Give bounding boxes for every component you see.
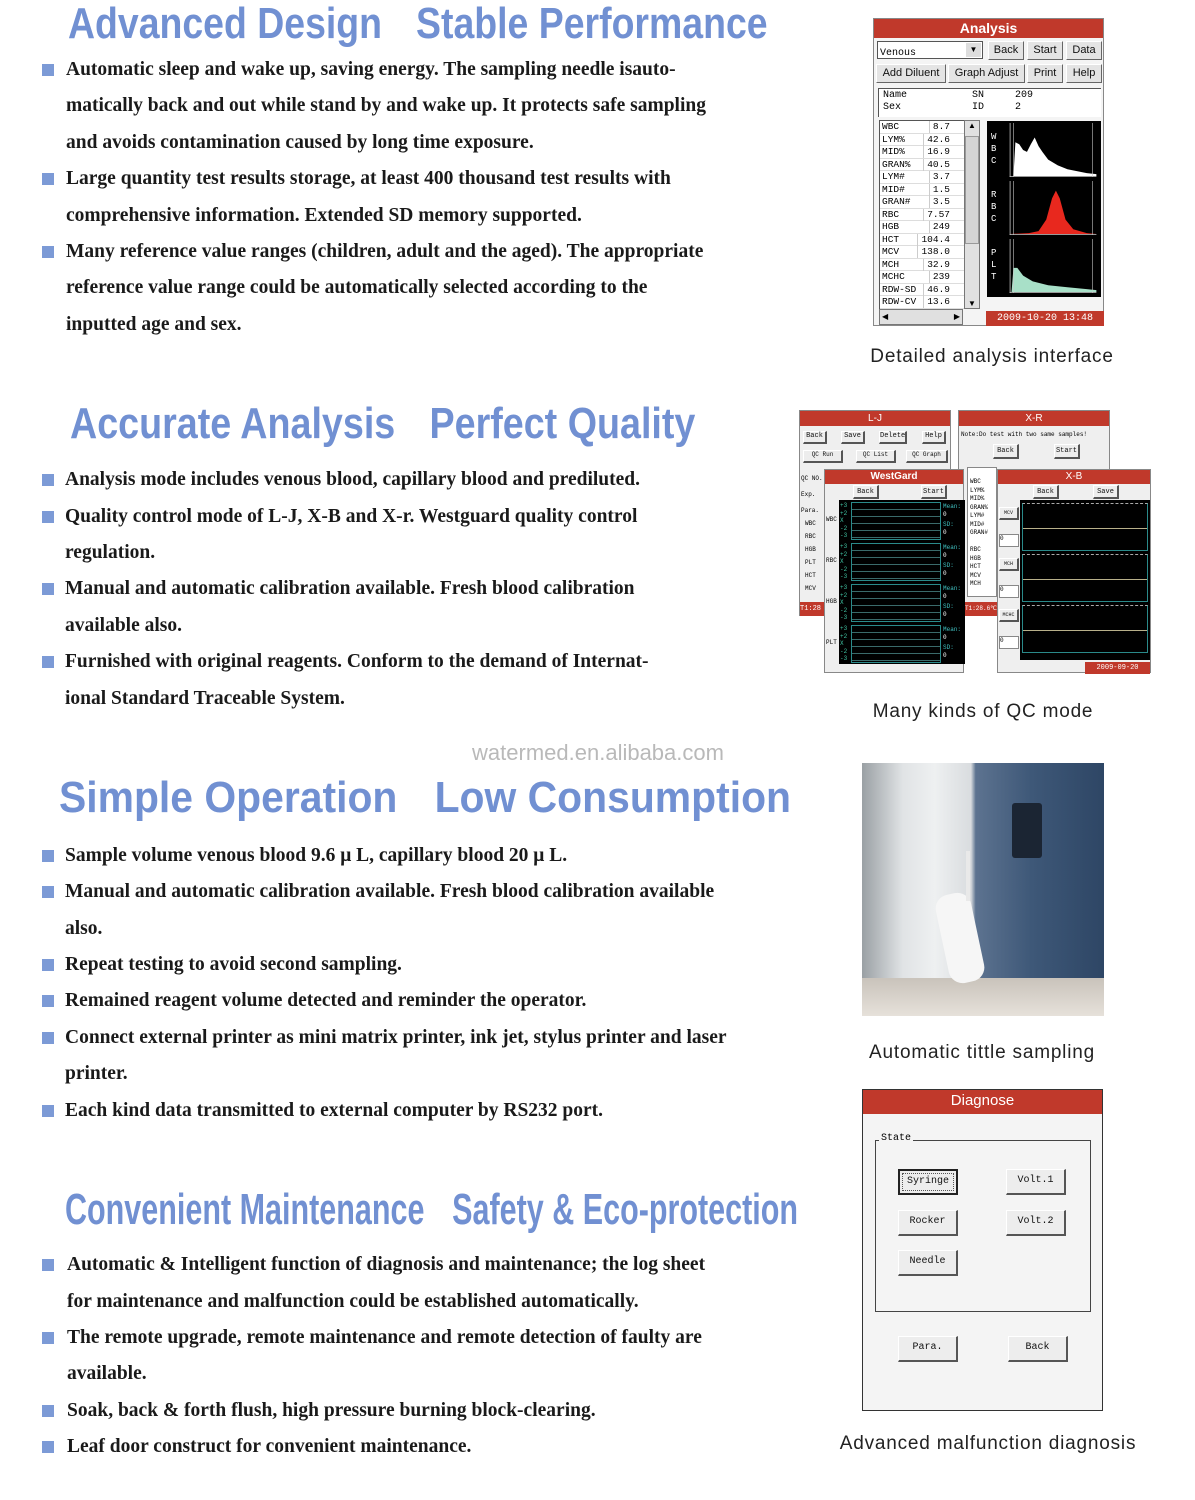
scroll-right-icon[interactable]: ▶ (953, 312, 960, 321)
xb-back-button[interactable]: Back (1033, 485, 1059, 499)
result-row (880, 134, 964, 147)
histogram-label: WBC (991, 132, 997, 166)
xb-chart (1020, 500, 1150, 660)
heading-part: Accurate Analysis (70, 399, 396, 448)
qc-run-button[interactable]: QC Run (803, 450, 843, 463)
xr-param: HCT (970, 563, 981, 570)
bullet-text: and avoids contamination caused by long time exposure. (66, 132, 534, 153)
param-name: HGB (882, 221, 900, 232)
volt2-button[interactable]: Volt.2 (1006, 1210, 1066, 1236)
bullet-text: regulation. (65, 542, 156, 563)
needle-button[interactable]: Needle (898, 1250, 958, 1276)
param-value: 7.57 (923, 209, 950, 221)
bullet-text: inputted age and sex. (66, 314, 242, 335)
xr-param: HGB (970, 554, 981, 562)
state-label: State (881, 1133, 912, 1144)
caption-qc: Many kinds of QC mode (872, 701, 1094, 722)
bullet-text: Remained reagent volume detected and reminder the operator. (65, 990, 587, 1011)
xr-title: X-R (959, 411, 1109, 426)
xb-plot (1022, 554, 1148, 602)
xr-param: RBC (970, 546, 981, 553)
bullet-square-icon (42, 246, 54, 258)
bullet-square-icon (42, 656, 54, 668)
bullet-square-icon (42, 959, 54, 971)
bullet-square-icon (42, 1441, 54, 1453)
westgard-tick: X (840, 558, 844, 565)
westgard-param: HGB (826, 598, 837, 605)
param-name: RDW-CV (882, 296, 917, 307)
westgard-tick: -2 (840, 647, 848, 655)
bullet-square-icon (42, 1032, 54, 1044)
result-row (880, 221, 964, 234)
bullet-square-icon (42, 1259, 54, 1271)
param-name: RBC (882, 208, 900, 220)
rocker-button[interactable]: Rocker (898, 1210, 958, 1236)
param-name: LYM% (882, 133, 905, 145)
param-name: LYM# (882, 171, 905, 182)
bullet-text: also. (65, 918, 103, 939)
param-value: 3.7 (929, 171, 950, 183)
xb-plot (1022, 605, 1148, 653)
scroll-up-icon[interactable]: ▲ (968, 121, 976, 130)
bullet-square-icon (42, 850, 54, 862)
param-name: RDW-SD (882, 283, 917, 295)
bullet-text: Automatic & Intelligent function of diagnosis and maintenance; the log sheet (67, 1254, 706, 1275)
result-row (880, 121, 964, 134)
lj-delete-button[interactable]: Delete (879, 431, 907, 444)
xb-window (997, 469, 1151, 684)
lj-label: WBC (805, 520, 816, 527)
result-row (880, 259, 964, 272)
heading-part: Advanced Design (68, 0, 383, 48)
bullet-text: Each kind data transmitted to external computer by RS232 port. (65, 1100, 604, 1121)
param-name: WBC (882, 121, 900, 132)
bullet-square-icon (42, 511, 54, 523)
bullet-text: Quality control mode of L-J, X-B and X-r. Westguard quality control (65, 506, 638, 527)
xr-status: T1:28.6℃ (965, 602, 998, 616)
bullet-text: available also. (65, 615, 183, 636)
bullet-text: Repeat testing to avoid second sampling. (65, 954, 402, 975)
xr-param: LYM% (970, 486, 985, 494)
param-value: 42.6 (923, 134, 950, 146)
data-button[interactable]: Data (1066, 41, 1102, 60)
westgard-tick: +3 (840, 543, 848, 550)
lj-title: L-J (800, 411, 950, 426)
westgard-chart (839, 500, 965, 664)
caption-sampling: Automatic tittle sampling (869, 1042, 1095, 1063)
heading-part: Simple Operation (59, 773, 398, 822)
westgard-tick: -3 (840, 532, 848, 539)
mean-value: 0 (943, 634, 947, 641)
histogram-label: RBC (991, 190, 997, 224)
bullet-text: reference value range could be automatically selected according to the (66, 277, 648, 298)
param-name: HCT (882, 233, 900, 245)
westgard-start-button[interactable]: Start (921, 485, 947, 499)
westgard-tick: X (840, 640, 844, 647)
param-value: 138.0 (917, 246, 950, 258)
result-row (880, 271, 964, 284)
sd-value: 0 (943, 652, 947, 659)
xr-param-list (967, 467, 997, 597)
xb-param-button[interactable]: MCHC (999, 609, 1019, 622)
xb-plot (1022, 503, 1148, 551)
sd-label: SD: (943, 521, 954, 528)
print-button[interactable]: Print (1027, 64, 1063, 83)
section-heading (65, 1185, 799, 1234)
bullet-text: Leaf door construct for convenient maintenance. (67, 1436, 472, 1457)
heading-part: Safety & Eco-protection (452, 1185, 799, 1234)
histogram-panel (987, 121, 1101, 297)
histogram-plt (1009, 239, 1097, 293)
lj-label: HGB (805, 546, 816, 553)
param-name: MCH (882, 258, 900, 270)
result-row (880, 146, 964, 159)
mean-value: 0 (943, 593, 947, 600)
param-name: MCV (882, 246, 900, 257)
xr-param: GRAN% (970, 503, 989, 511)
qc-list-button[interactable]: QC List (856, 450, 896, 463)
datetime-bar: 2009-10-20 13:48 (986, 311, 1104, 326)
sd-label: SD: (943, 603, 954, 610)
westgard-plot (851, 584, 941, 622)
westgard-window (824, 469, 964, 673)
section-heading (70, 399, 696, 448)
lj-save-button[interactable]: Save (841, 431, 865, 444)
bullet-square-icon (42, 1405, 54, 1417)
xr-param: MCH (970, 580, 981, 587)
analysis-screen (873, 18, 1104, 326)
bullet-square-icon (42, 474, 54, 486)
sd-value: 0 (943, 529, 947, 536)
westgard-tick: X (840, 599, 844, 606)
lj-label: HCT (805, 572, 816, 579)
westgard-plot (851, 502, 941, 540)
diagnose-screen (862, 1089, 1103, 1411)
result-row (880, 196, 964, 209)
xr-param: MID# (970, 520, 985, 528)
scroll-down-icon[interactable]: ▼ (968, 299, 976, 308)
westgard-tick: +3 (840, 584, 848, 591)
westgard-tick: -2 (840, 565, 848, 573)
westgard-tick: -2 (840, 606, 848, 614)
start-button[interactable]: Start (1027, 41, 1063, 60)
lj-label: Exp. (801, 491, 816, 498)
bullet-square-icon (42, 886, 54, 898)
param-value: 1.5 (929, 184, 950, 196)
result-row (880, 234, 964, 247)
sd-label: SD: (943, 562, 954, 569)
bullet-text: Furnished with original reagents. Conform to the demand of Internat- (65, 651, 649, 672)
xr-param: MCV (970, 571, 981, 579)
heading-part: Convenient Maintenance (65, 1185, 425, 1234)
back-button[interactable]: Back (988, 41, 1024, 60)
result-row (880, 171, 964, 184)
xr-param: GRAN# (970, 529, 989, 536)
bullet-text: Manual and automatic calibration available. Fresh blood calibration available (65, 881, 715, 902)
param-value: 16.9 (923, 146, 950, 158)
param-name: GRAN% (882, 158, 911, 170)
xr-start-button[interactable]: Start (1054, 444, 1080, 459)
bullet-text: Manual and automatic calibration available. Fresh blood calibration (65, 578, 635, 599)
results-table (879, 120, 965, 309)
param-name: GRAN# (882, 196, 911, 207)
histogram-wbc (1009, 123, 1097, 177)
westgard-tick: -2 (840, 524, 848, 532)
section-heading (68, 2, 768, 46)
bullet-text: available. (67, 1363, 147, 1384)
westgard-tick: +3 (840, 625, 848, 632)
bullet-text: printer. (65, 1063, 128, 1084)
param-value: 32.9 (923, 259, 950, 271)
mean-value: 0 (943, 511, 947, 518)
westgard-tick: +2 (840, 550, 848, 558)
bullet-text: ional Standard Traceable System. (65, 688, 345, 709)
lj-help-button[interactable]: Help (922, 431, 946, 444)
graph-adjust-button[interactable]: Graph Adjust (948, 64, 1025, 83)
syringe-button[interactable]: Syringe (898, 1169, 958, 1195)
bullet-text: comprehensive information. Extended SD memory supported. (66, 205, 582, 226)
param-value: 3.5 (929, 196, 950, 208)
diagnose-title: Diagnose (863, 1090, 1102, 1114)
param-value: 8.7 (929, 121, 950, 133)
lj-label: QC NO. (801, 475, 823, 482)
param-value: 46.9 (923, 284, 950, 296)
westgard-tick: -3 (840, 573, 848, 580)
westgard-tick: +3 (840, 502, 848, 509)
para-button[interactable]: Para. (898, 1336, 958, 1362)
westgard-param: RBC (826, 557, 837, 564)
lj-status: T1:28 (800, 602, 824, 616)
caption-diagnose: Advanced malfunction diagnosis (839, 1433, 1137, 1454)
param-value: 13.6 (923, 296, 950, 308)
bullet-text: for maintenance and malfunction could be established automatically. (67, 1291, 639, 1312)
param-value: 249 (929, 221, 950, 233)
westgard-tick: X (840, 517, 844, 524)
xb-title: X-B (998, 470, 1150, 484)
lj-label: RBC (805, 533, 816, 540)
westgard-param: PLT (826, 639, 837, 646)
result-row (880, 159, 964, 172)
caption-analysis: Detailed analysis interface (870, 346, 1114, 367)
heading-part: Low Consumption (434, 773, 792, 822)
xb-datetime: 2009-09-20 13:51 (1085, 662, 1150, 674)
watermark: watermed.en.alibaba.com (472, 740, 724, 765)
westgard-param: WBC (826, 516, 837, 523)
mode-select[interactable]: Venous ▼ (877, 41, 983, 59)
sd-label: SD: (943, 644, 954, 651)
volt1-button[interactable]: Volt.1 (1006, 1169, 1066, 1195)
mean-label: Mean: (943, 503, 962, 510)
westgard-tick: +2 (840, 591, 848, 599)
westgard-back-button[interactable]: Back (853, 485, 879, 499)
param-name: MID# (882, 183, 905, 195)
xb-save-button[interactable]: Save (1093, 485, 1119, 499)
heading-part: Perfect Quality (429, 399, 696, 448)
heading-part: Stable Performance (416, 0, 768, 48)
westgard-tick: +2 (840, 632, 848, 640)
bullet-square-icon (42, 995, 54, 1007)
bullet-text: Large quantity test results storage, at least 400 thousand test results with (66, 168, 671, 189)
mean-label: Mean: (943, 544, 962, 551)
xr-note: Note:Do test with two same samples! (961, 431, 1088, 438)
xr-param: WBC (970, 478, 981, 485)
xb-value: 0 (999, 636, 1019, 649)
add-diluent-button[interactable]: Add Diluent (876, 64, 946, 83)
bullet-text: Sample volume venous blood 9.6 μ L, capillary blood 20 μ L. (65, 845, 568, 866)
param-value: 104.4 (917, 234, 950, 246)
param-value: 239 (929, 271, 950, 283)
xr-back-button[interactable]: Back (993, 444, 1019, 459)
sampling-photo (862, 763, 1104, 1016)
xb-value: 0 (999, 534, 1019, 547)
bullet-text: matically back and out while stand by and wake up. It protects safe sampling (66, 95, 706, 116)
chevron-down-icon: ▼ (966, 43, 981, 57)
xb-param-button[interactable]: MCV (999, 507, 1019, 520)
section-heading (59, 773, 792, 822)
bullet-square-icon (42, 1105, 54, 1117)
histogram-rbc (1009, 181, 1097, 235)
lj-label: Para. (801, 507, 820, 514)
result-row (880, 296, 964, 309)
analysis-title: Analysis (874, 19, 1103, 38)
westgard-title: WestGard (825, 470, 963, 484)
xr-param: MID% (970, 495, 985, 502)
sd-value: 0 (943, 611, 947, 618)
vertical-scrollbar[interactable] (964, 120, 980, 309)
bullet-text: Automatic sleep and wake up, saving energy. The sampling needle isauto- (66, 59, 676, 80)
param-name: MID% (882, 146, 905, 157)
bullet-square-icon (42, 583, 54, 595)
bullet-text: Connect external printer as mini matrix printer, ink jet, stylus printer and laser (65, 1027, 727, 1048)
bullet-text: Many reference value ranges (children, adult and the aged). The appropriate (66, 241, 704, 262)
bullet-text: The remote upgrade, remote maintenance and remote detection of faulty are (67, 1327, 702, 1348)
diagnose-back-button[interactable]: Back (1008, 1336, 1068, 1362)
westgard-tick: -3 (840, 614, 848, 621)
lj-label: MCV (805, 585, 816, 592)
westgard-tick: +2 (840, 509, 848, 517)
bullet-square-icon (42, 64, 54, 76)
help-button[interactable]: Help (1066, 64, 1102, 83)
westgard-tick: -3 (840, 655, 848, 662)
xb-param-button[interactable]: MCH (999, 558, 1019, 571)
bullet-square-icon (42, 1332, 54, 1344)
xr-param: LYM# (970, 512, 985, 519)
westgard-plot (851, 543, 941, 581)
mean-label: Mean: (943, 626, 962, 633)
sd-value: 0 (943, 570, 947, 577)
horizontal-scrollbar[interactable] (879, 309, 963, 325)
lj-back-button[interactable]: Back (803, 431, 827, 444)
bullet-square-icon (42, 173, 54, 185)
mean-label: Mean: (943, 585, 962, 592)
patient-info: Name Sex SN ID 209 2 (878, 88, 1101, 117)
mean-value: 0 (943, 552, 947, 559)
result-row (880, 209, 964, 222)
xb-value: 0 (999, 585, 1019, 598)
param-name: MCHC (882, 271, 905, 282)
scroll-left-icon[interactable]: ◀ (882, 312, 889, 321)
lj-label: PLT (805, 559, 816, 566)
westgard-plot (851, 625, 941, 663)
param-value: 40.5 (923, 159, 950, 171)
result-row (880, 246, 964, 259)
bullet-text: Analysis mode includes venous blood, capillary blood and prediluted. (65, 469, 641, 490)
result-row (880, 184, 964, 197)
result-row (880, 284, 964, 297)
qc-graph-button[interactable]: QC Graph (906, 450, 948, 463)
histogram-label: PLT (991, 248, 997, 282)
bullet-text: Soak, back & forth flush, high pressure burning block-clearing. (67, 1400, 596, 1421)
